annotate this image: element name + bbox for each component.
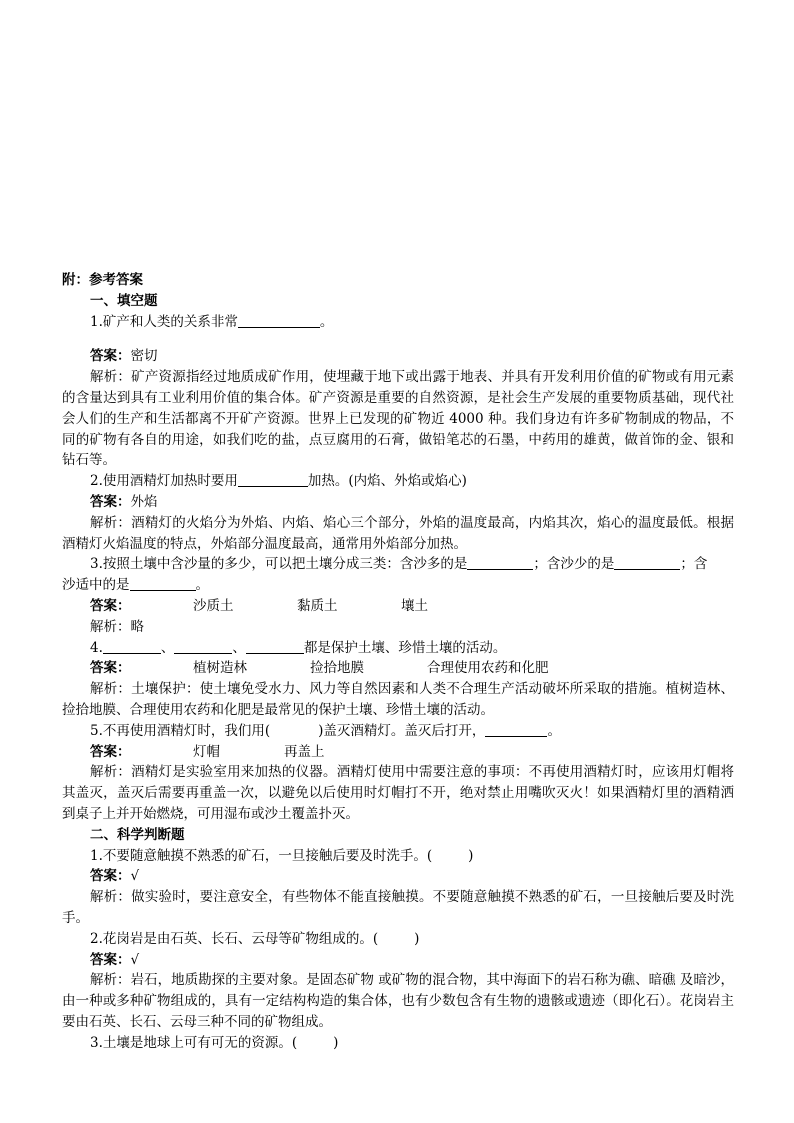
j2-answer-value: √ bbox=[130, 951, 140, 968]
q3-answer-1: 沙质土 bbox=[193, 597, 234, 614]
q1-blank bbox=[238, 313, 320, 328]
q5-text-1: 5.不再使用酒精灯时，我们用( bbox=[90, 722, 271, 739]
q4-blank-2 bbox=[174, 639, 232, 654]
q1-text: 1.矿产和人类的关系非常 bbox=[90, 313, 238, 330]
question-4 bbox=[62, 638, 734, 659]
question-3-cont bbox=[62, 575, 734, 596]
judgement-3 bbox=[62, 1033, 734, 1054]
q3-text-4: 沙适中的是 bbox=[62, 577, 130, 594]
j2-analysis: 解析：岩石，地质勘探的主要对象。是固态矿物 或矿物的混合物，其中海面下的岩石称为礁、暗礁 及暗沙，由一种或多种矿物组成的，具有一定结构构造的集合体，也有少数包含有生物的遗骸或遗迹（即化石）。花岗岩主要由石英、长石、云母三种不同的矿物组成。 bbox=[62, 972, 734, 1030]
section-judgement-title: 二、科学判断题 bbox=[90, 826, 185, 843]
q2-text: 2.使用酒精灯加热时要用 bbox=[90, 473, 238, 490]
q3-text-3: ；含 bbox=[680, 556, 708, 573]
answer-label: 答案： bbox=[90, 868, 131, 885]
answer-label: 答案： bbox=[90, 660, 131, 677]
q4-prefix: 4. bbox=[90, 639, 103, 656]
section-fill-blank-title: 一、填空题 bbox=[90, 292, 158, 309]
question-2 bbox=[62, 471, 734, 492]
q4-analysis: 解析：土壤保护：使土壤免受水力、风力等自然因素和人类不合理生产活动破坏所采取的措施。植树造林、捡拾地膜、合理使用农药和化肥是最常见的保护土壤、珍惜土壤的活动。 bbox=[62, 681, 734, 718]
j2-close: ) bbox=[414, 930, 420, 947]
q3-text-2: ；含沙少的是 bbox=[533, 556, 615, 573]
q1-analysis: 解析：矿产资源指经过地质成矿作用，使埋藏于地下或出露于地表、并具有开发利用价值的矿物或有用元素的含量达到具有工业利用价值的集合体。矿产资源是重要的自然资源，是社会生产发展的重要物质基础，现代社会人们的生产和生活都离不开矿产资源。世界上已发现的矿物近 4000 种。我们身边有许多矿物制成的物品，不同的矿物有各自的用途，如我们吃的盐，点豆腐用的石膏，做铅笔芯的石墨，中药用的雄黄，做首饰的金、银和钻石等。 bbox=[62, 369, 734, 469]
q3-text-5: 。 bbox=[195, 577, 209, 594]
q5-text-end: 。 bbox=[547, 722, 561, 739]
q3-analysis: 解析：略 bbox=[90, 618, 144, 635]
q3-answer-3: 壤土 bbox=[401, 597, 428, 614]
q4-answer-2: 捡拾地膜 bbox=[310, 660, 364, 677]
q4-blank-1 bbox=[103, 639, 161, 654]
q2-answer-value: 外焰 bbox=[130, 493, 158, 510]
q5-answer-1: 灯帽 bbox=[193, 743, 220, 760]
q4-sep-1: 、 bbox=[160, 639, 175, 656]
j1-text: 1.不要随意触摸不熟悉的矿石，一旦接触后要及时洗手。( bbox=[90, 847, 433, 864]
q3-answer-2: 黏质土 bbox=[297, 597, 338, 614]
q4-answer-1: 植树造林 bbox=[193, 660, 247, 677]
q5-text-2: )盖灭酒精灯。盖灭后打开， bbox=[318, 722, 486, 739]
q4-text-end: 都是保护土壤、珍惜土壤的活动。 bbox=[303, 639, 507, 656]
q3-blank-1 bbox=[467, 555, 533, 570]
q3-answer bbox=[62, 596, 734, 617]
q5-analysis: 解析：酒精灯是实验室用来加热的仪器。酒精灯使用中需要注意的事项：不再使用酒精灯时，应该用灯帽将其盖灭，盖灭后需要再重盖一次，以避免以后使用时灯帽打不开，绝对禁止用嘴吹灭火！如果酒精灯里的酒精洒到桌子上并开始燃烧，可用湿布或沙土覆盖扑灭。 bbox=[62, 764, 734, 822]
q3-blank-2 bbox=[614, 555, 680, 570]
appendix-heading: 附：参考答案 bbox=[62, 272, 143, 288]
q3-blank-3 bbox=[130, 576, 196, 591]
j2-text: 2.花岗岩是由石英、长石、云母等矿物组成的。( bbox=[90, 930, 379, 947]
answer-label: 答案： bbox=[90, 597, 131, 614]
q3-text-1: 3.按照土壤中含沙量的多少，可以把土壤分成三类：含沙多的是 bbox=[90, 556, 468, 573]
q2-answer bbox=[62, 492, 734, 513]
q4-answer bbox=[62, 658, 734, 679]
answer-label: 答案： bbox=[90, 951, 131, 968]
answer-label: 答案： bbox=[90, 493, 131, 510]
answer-section bbox=[62, 270, 734, 1053]
q2-text-end: 加热。(内焰、外焰或焰心) bbox=[307, 473, 467, 490]
judgement-2 bbox=[62, 929, 734, 950]
j1-answer bbox=[62, 866, 734, 887]
j1-analysis: 解析：做实验时，要注意安全，有些物体不能直接触摸。不要随意触摸不熟悉的矿石，一旦接触后要及时洗手。 bbox=[62, 889, 734, 926]
j1-answer-value: √ bbox=[130, 868, 140, 885]
q2-blank bbox=[238, 472, 308, 487]
q2-analysis: 解析：酒精灯的火焰分为外焰、内焰、焰心三个部分，外焰的温度最高，内焰其次，焰心的温度最低。根据酒精灯火焰温度的特点，外焰部分温度最高，通常用外焰部分加热。 bbox=[62, 514, 734, 552]
q4-answer-3: 合理使用农药和化肥 bbox=[427, 660, 549, 677]
j1-close: ) bbox=[468, 847, 474, 864]
question-5 bbox=[62, 721, 734, 742]
q4-blank-3 bbox=[246, 639, 304, 654]
q5-answer-2: 再盖上 bbox=[284, 743, 325, 760]
q1-answer-value: 密切 bbox=[130, 348, 158, 365]
j3-text: 3.土壤是地球上可有可无的资源。( bbox=[90, 1034, 298, 1051]
q1-text-end: 。 bbox=[319, 313, 334, 330]
answer-label: 答案： bbox=[90, 743, 131, 760]
j3-close: ) bbox=[333, 1034, 339, 1051]
q1-answer bbox=[62, 346, 734, 367]
j2-answer bbox=[62, 950, 734, 971]
question-3 bbox=[62, 554, 734, 575]
q5-answer bbox=[62, 742, 734, 763]
judgement-1 bbox=[62, 846, 734, 867]
answer-label: 答案： bbox=[90, 348, 131, 365]
question-1 bbox=[62, 312, 734, 333]
q4-sep-2: 、 bbox=[232, 639, 246, 656]
q5-blank bbox=[485, 722, 547, 737]
